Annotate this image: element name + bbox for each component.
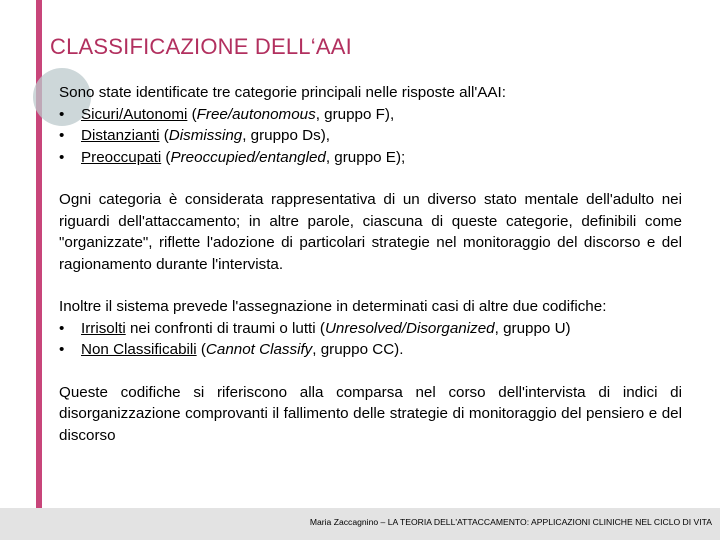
category-english: Free/autonomous — [196, 105, 316, 123]
bullet-marker: • — [59, 148, 65, 166]
paragraph-extra-intro: Inoltre il sistema prevede l'assegnazione in determinati casi di altre due codifiche: — [59, 298, 607, 315]
bullet-marker: • — [59, 127, 65, 144]
extra-code-item — [59, 318, 682, 340]
footer-band — [0, 508, 720, 540]
slide-body — [59, 82, 682, 446]
bullet-marker: • — [59, 319, 65, 337]
paragraph-disorganization: Queste codifiche si riferiscono alla comparsa nel corso dell'intervista di indici di disorganizzazione comprovanti il fallimento delle strategie di monitoraggio del pensiero e del discorso — [59, 383, 682, 444]
code-group: , gruppo CC). — [312, 341, 404, 358]
category-item — [59, 125, 682, 147]
extra-code-item — [59, 339, 682, 361]
bullet-marker: • — [59, 341, 65, 358]
category-name: Distanzianti — [81, 127, 160, 144]
category-name: Sicuri/Autonomi — [81, 105, 188, 123]
code-english: Unresolved/Disorganized — [324, 319, 495, 337]
code-group: , gruppo U) — [494, 319, 571, 337]
paren-open: ( — [161, 148, 171, 166]
footer-text: Maria Zaccagnino – LA TEORIA DELL'ATTACCAMENTO: APPLICAZIONI CLINICHE NEL CICLO DI VITA — [309, 517, 712, 527]
category-group: , gruppo F), — [315, 105, 395, 123]
bullet-marker: • — [59, 105, 65, 123]
paren-open: ( — [159, 127, 169, 144]
category-english: Dismissing — [168, 127, 243, 144]
paragraph-categories: Ogni categoria è considerata rappresentativa di un diverso stato mentale dell'adulto nei riguardi dell'attaccamento; in altre parole, ciascuna di queste categorie, definibili come "organizzate", riflette l'adozione di particolari strategie nel monitoraggio del discorso e del ragionamento durante l'intervista. — [59, 191, 682, 273]
code-english: Cannot Classify — [205, 341, 313, 358]
paren-open: ( — [187, 105, 197, 123]
category-group: , gruppo E); — [325, 148, 406, 166]
category-name: Preoccupati — [81, 148, 162, 166]
code-name: Irrisolti — [81, 319, 126, 337]
category-group: , gruppo Ds), — [242, 127, 331, 144]
category-english: Preoccupied/entangled — [170, 148, 326, 166]
code-description: nei confronti di traumi o lutti ( — [125, 319, 325, 337]
slide-title: CLASSIFICAZIONE DELL‘AAI — [50, 34, 352, 59]
category-item — [59, 147, 682, 169]
category-item — [59, 104, 682, 126]
code-name: Non Classificabili — [81, 341, 197, 358]
intro-text: Sono state identificate tre categorie principali nelle risposte all'AAI: — [59, 84, 506, 101]
code-description: ( — [196, 341, 206, 358]
